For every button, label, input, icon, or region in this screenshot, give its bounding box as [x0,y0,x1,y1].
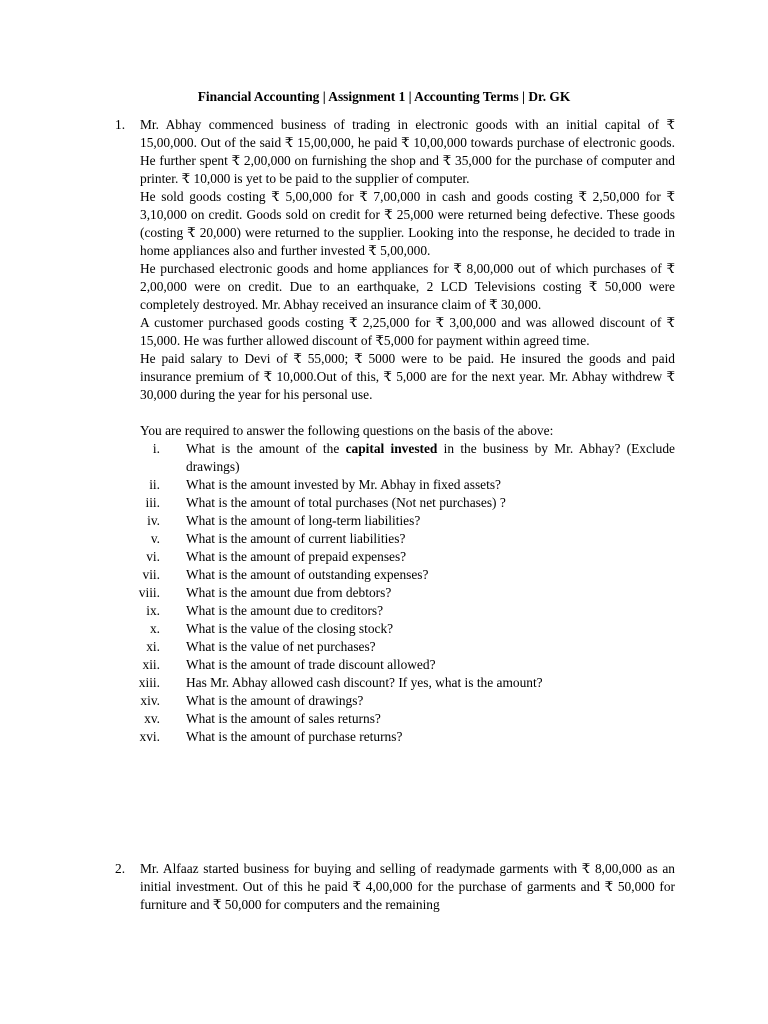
question-item [140,476,675,494]
problem-2-paragraph: Mr. Alfaaz started business for buying and selling of readymade garments with ₹ 8,00,000 as an initial investment. Out of this he paid ₹ 4,00,000 for the purchase of garments and ₹ 50,000 for furniture and ₹ 50,000 for computers and the remaining [140,861,675,912]
problem-1-paragraph: He purchased electronic goods and home appliances for ₹ 8,00,000 out of which purchases of ₹ 2,00,000 were on credit. Due to an earthquake, 2 LCD Televisions costing ₹ 50,000 were completely destroyed. Mr. Abhay received an insurance claim of ₹ 30,000. [140,261,675,312]
question-item [140,638,675,656]
question-text: What is the amount of purchase returns? [186,729,403,744]
question-item [140,674,675,692]
question-text: Has Mr. Abhay allowed cash discount? If yes, what is the amount? [186,675,543,690]
question-text: What is the amount invested by Mr. Abhay in fixed assets? [186,477,501,492]
problem-2 [115,860,675,914]
question-numeral: v. [150,531,160,546]
problem-1-paragraph: A customer purchased goods costing ₹ 2,25,000 for ₹ 3,00,000 and was allowed discount of ₹ 15,000. He was further allowed discount of ₹5,000 for payment within agreed time. [140,315,675,348]
question-text-after: in the business by Mr. Abhay? (Exclude drawings) [186,441,675,474]
question-item [140,512,675,530]
question-numeral: viii. [138,585,160,600]
question-text: What is the amount due to creditors? [186,603,384,618]
question-text: What is the amount of trade discount allowed? [186,657,436,672]
question-item [140,494,675,512]
question-item [140,548,675,566]
question-numeral: iii. [145,495,160,510]
question-text: What is the amount of long-term liabilities? [186,513,421,528]
question-text: What is the amount of prepaid expenses? [186,549,407,564]
problem-1-paragraph: Mr. Abhay commenced business of trading in electronic goods with an initial capital of ₹ 15,00,000. Out of the said ₹ 15,00,000, he paid ₹ 10,00,000 towards purchase of electronic goods. He further spent ₹ 2,00,000 on furnishing the shop and ₹ 35,000 for the purchase of computer and printer. ₹ 10,000 is yet to be paid to the supplier of computer. [140,117,675,186]
problem-1-paragraph: He sold goods costing ₹ 5,00,000 for ₹ 7,00,000 in cash and goods costing ₹ 2,50,000 for ₹ 3,10,000 on credit. Goods sold on credit for ₹ 25,000 were returned being defective. These goods (costing ₹ 20,000) were returned to the supplier. Looking into the response, he decided to trade in home appliances also and further invested ₹ 5,00,000. [140,189,675,258]
problem-1-body [140,116,675,746]
problem-2-body [140,860,675,914]
document-title: Financial Accounting | Assignment 1 | Accounting Terms | Dr. GK [197,89,571,104]
question-numeral: vii. [142,567,160,582]
question-bold-term: capital invested [345,441,438,456]
question-numeral: ix. [146,603,160,618]
question-numeral: iv. [147,513,160,528]
question-text: What is the amount of outstanding expenses? [186,567,429,582]
question-item [140,602,675,620]
question-numeral: xiv. [140,693,160,708]
question-list [140,440,675,746]
question-numeral: xi. [146,639,160,654]
question-text: What is the value of net purchases? [186,639,376,654]
question-item [140,530,675,548]
question-numeral: ii. [149,477,160,492]
question-item [140,584,675,602]
problem-1-paragraph: He paid salary to Devi of ₹ 55,000; ₹ 5000 were to be paid. He insured the goods and paid insurance premium of ₹ 10,000.Out of this, ₹ 5,000 are for the next year. Mr. Abhay withdrew ₹ 30,000 during the year for his personal use. [140,351,675,402]
question-numeral: xvi. [139,729,160,744]
question-text: What is the amount of drawings? [186,693,364,708]
question-item [140,692,675,710]
question-numeral: x. [149,621,160,636]
instruction-text: You are required to answer the following questions on the basis of the above: [140,423,554,438]
problem-number: 1. [115,117,126,132]
question-item [140,620,675,638]
question-text: What is the amount of total purchases (Not net purchases) ? [186,495,506,510]
question-text: What is the value of the closing stock? [186,621,394,636]
question-item [140,728,675,746]
problem-1 [115,116,675,746]
question-text-before: What is the amount of the [186,441,346,456]
question-item [140,710,675,728]
question-text: What is the amount of current liabilities? [186,531,406,546]
question-numeral: xiii. [138,675,160,690]
question-numeral: vi. [146,549,160,564]
problem-number: 2. [115,861,126,876]
question-item [140,656,675,674]
question-text: What is the amount due from debtors? [186,585,392,600]
question-text: What is the amount of sales returns? [186,711,381,726]
question-item [140,566,675,584]
question-numeral: xv. [144,711,160,726]
question-numeral: xii. [142,657,160,672]
question-item [140,440,675,476]
question-numeral: i. [152,441,160,456]
